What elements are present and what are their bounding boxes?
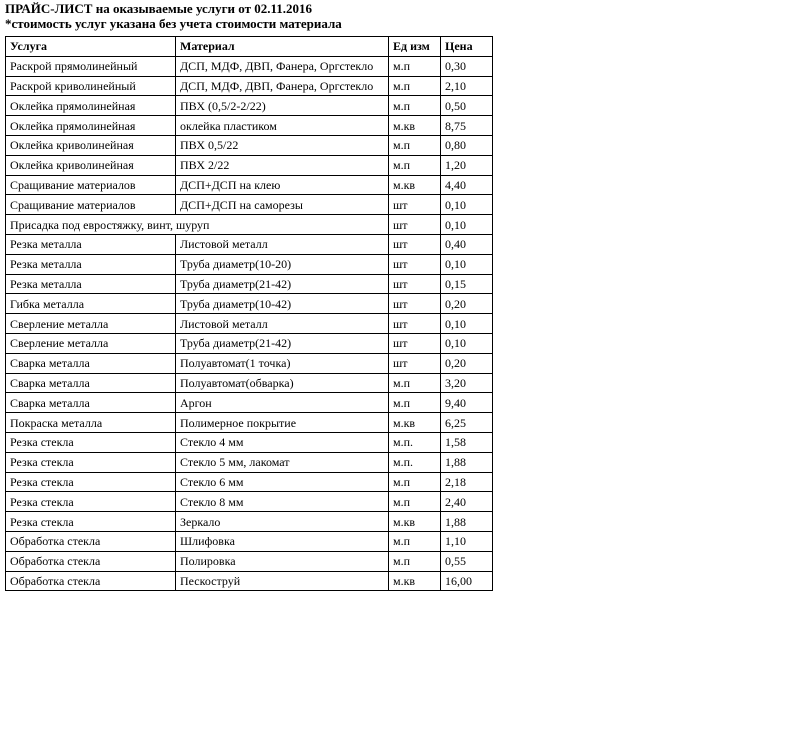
cell-unit: м.кв — [389, 116, 441, 136]
cell-service: Оклейка прямолинейная — [6, 96, 176, 116]
cell-price: 1,58 — [441, 432, 493, 452]
cell-price: 0,50 — [441, 96, 493, 116]
table-row — [6, 393, 493, 413]
table-row — [6, 551, 493, 571]
cell-price: 1,20 — [441, 155, 493, 175]
table-row — [6, 215, 493, 235]
cell-material: ДСП, МДФ, ДВП, Фанера, Оргстекло — [176, 76, 389, 96]
cell-price: 8,75 — [441, 116, 493, 136]
table-row — [6, 76, 493, 96]
cell-material: ДСП+ДСП на саморезы — [176, 195, 389, 215]
cell-unit: м.кв — [389, 512, 441, 532]
title-main: ПРАЙС-ЛИСТ — [5, 1, 93, 16]
cell-price: 4,40 — [441, 175, 493, 195]
cell-unit: м.п — [389, 492, 441, 512]
table-row — [6, 472, 493, 492]
cell-price: 0,20 — [441, 294, 493, 314]
cell-service: Резка стекла — [6, 512, 176, 532]
cell-price: 0,80 — [441, 135, 493, 155]
table-row — [6, 373, 493, 393]
cell-unit: м.кв — [389, 175, 441, 195]
cell-service: Обработка стекла — [6, 531, 176, 551]
cell-unit: шт — [389, 333, 441, 353]
table-row — [6, 135, 493, 155]
cell-material: Труба диаметр(10-42) — [176, 294, 389, 314]
cell-material: Полировка — [176, 551, 389, 571]
cell-material: Полуавтомат(1 точка) — [176, 353, 389, 373]
cell-material: Стекло 6 мм — [176, 472, 389, 492]
cell-material: Труба диаметр(21-42) — [176, 333, 389, 353]
table-row — [6, 116, 493, 136]
cell-unit: м.п — [389, 472, 441, 492]
cell-service: Резка металла — [6, 234, 176, 254]
cell-material: Полуавтомат(обварка) — [176, 373, 389, 393]
cell-material: ДСП+ДСП на клею — [176, 175, 389, 195]
cell-material: Труба диаметр(10-20) — [176, 254, 389, 274]
cell-service: Гибка металла — [6, 294, 176, 314]
cell-price: 6,25 — [441, 413, 493, 433]
cell-material: Шлифовка — [176, 531, 389, 551]
cell-material: Стекло 8 мм — [176, 492, 389, 512]
table-row — [6, 314, 493, 334]
cell-service: Резка стекла — [6, 452, 176, 472]
table-row — [6, 254, 493, 274]
column-header-price: Цена — [441, 37, 493, 57]
cell-material: ПВХ 0,5/22 — [176, 135, 389, 155]
cell-material: Стекло 5 мм, лакомат — [176, 452, 389, 472]
table-header-row — [6, 37, 493, 57]
cell-service: Сварка металла — [6, 393, 176, 413]
cell-unit: шт — [389, 234, 441, 254]
cell-price: 0,10 — [441, 195, 493, 215]
cell-price: 2,40 — [441, 492, 493, 512]
table-row — [6, 175, 493, 195]
cell-service: Сращивание материалов — [6, 175, 176, 195]
cell-service: Резка металла — [6, 254, 176, 274]
cell-unit: шт — [389, 215, 441, 235]
table-row — [6, 155, 493, 175]
page-title — [5, 1, 342, 16]
column-header-material: Материал — [176, 37, 389, 57]
cell-service: Сращивание материалов — [6, 195, 176, 215]
cell-service: Раскрой прямолинейный — [6, 56, 176, 76]
column-header-unit: Ед изм — [389, 37, 441, 57]
title-rest: на оказываемые услуги от 02.11.2016 — [92, 1, 312, 16]
cell-unit: м.п — [389, 393, 441, 413]
cell-unit: шт — [389, 294, 441, 314]
cell-service: Оклейка криволинейная — [6, 135, 176, 155]
cell-service: Покраска металла — [6, 413, 176, 433]
cell-price: 0,10 — [441, 314, 493, 334]
cell-material: Листовой металл — [176, 234, 389, 254]
cell-price: 3,20 — [441, 373, 493, 393]
column-header-service: Услуга — [6, 37, 176, 57]
cell-price: 0,10 — [441, 254, 493, 274]
cell-price: 2,10 — [441, 76, 493, 96]
cell-service: Сварка металла — [6, 373, 176, 393]
cell-unit: м.п — [389, 155, 441, 175]
document-header — [5, 1, 342, 31]
table-row — [6, 96, 493, 116]
cell-material: оклейка пластиком — [176, 116, 389, 136]
cell-price: 0,10 — [441, 215, 493, 235]
cell-unit: м.п — [389, 135, 441, 155]
cell-unit: м.кв — [389, 413, 441, 433]
cell-service: Присадка под евростяжку, винт, шуруп — [6, 215, 389, 235]
price-note: *стоимость услуг указана без учета стоимости материала — [5, 16, 342, 31]
table-row — [6, 294, 493, 314]
cell-material: ДСП, МДФ, ДВП, Фанера, Оргстекло — [176, 56, 389, 76]
cell-material: ПВХ 2/22 — [176, 155, 389, 175]
cell-unit: м.п — [389, 551, 441, 571]
cell-service: Оклейка криволинейная — [6, 155, 176, 175]
cell-material: Аргон — [176, 393, 389, 413]
cell-service: Сверление металла — [6, 333, 176, 353]
cell-unit: м.п — [389, 56, 441, 76]
price-table — [5, 36, 493, 591]
price-table-body — [6, 56, 493, 591]
cell-price: 0,15 — [441, 274, 493, 294]
cell-service: Обработка стекла — [6, 551, 176, 571]
table-row — [6, 274, 493, 294]
table-row — [6, 234, 493, 254]
cell-price: 9,40 — [441, 393, 493, 413]
table-row — [6, 452, 493, 472]
cell-unit: шт — [389, 274, 441, 294]
cell-unit: м.п. — [389, 452, 441, 472]
cell-price: 0,20 — [441, 353, 493, 373]
table-row — [6, 195, 493, 215]
cell-material: ПВХ (0,5/2-2/22) — [176, 96, 389, 116]
table-row — [6, 413, 493, 433]
cell-unit: м.п — [389, 373, 441, 393]
cell-price: 0,55 — [441, 551, 493, 571]
cell-material: Стекло 4 мм — [176, 432, 389, 452]
cell-unit: м.п. — [389, 432, 441, 452]
cell-price: 0,40 — [441, 234, 493, 254]
cell-service: Резка металла — [6, 274, 176, 294]
cell-service: Сварка металла — [6, 353, 176, 373]
table-row — [6, 333, 493, 353]
cell-price: 0,10 — [441, 333, 493, 353]
cell-material: Пескоструй — [176, 571, 389, 591]
cell-unit: м.п — [389, 76, 441, 96]
cell-unit: шт — [389, 353, 441, 373]
table-row — [6, 353, 493, 373]
cell-unit: м.п — [389, 531, 441, 551]
cell-unit: шт — [389, 195, 441, 215]
cell-material: Труба диаметр(21-42) — [176, 274, 389, 294]
cell-material: Листовой металл — [176, 314, 389, 334]
cell-unit: м.кв — [389, 571, 441, 591]
table-row — [6, 56, 493, 76]
cell-service: Резка стекла — [6, 492, 176, 512]
cell-price: 0,30 — [441, 56, 493, 76]
table-row — [6, 432, 493, 452]
cell-service: Оклейка прямолинейная — [6, 116, 176, 136]
cell-price: 2,18 — [441, 472, 493, 492]
cell-unit: м.п — [389, 96, 441, 116]
cell-material: Полимерное покрытие — [176, 413, 389, 433]
cell-service: Резка стекла — [6, 472, 176, 492]
cell-service: Раскрой криволинейный — [6, 76, 176, 96]
cell-unit: шт — [389, 254, 441, 274]
table-row — [6, 492, 493, 512]
table-row — [6, 512, 493, 532]
cell-service: Обработка стекла — [6, 571, 176, 591]
cell-price: 1,10 — [441, 531, 493, 551]
table-row — [6, 571, 493, 591]
table-row — [6, 531, 493, 551]
cell-price: 1,88 — [441, 452, 493, 472]
cell-unit: шт — [389, 314, 441, 334]
cell-service: Резка стекла — [6, 432, 176, 452]
cell-price: 1,88 — [441, 512, 493, 532]
cell-price: 16,00 — [441, 571, 493, 591]
cell-material: Зеркало — [176, 512, 389, 532]
cell-service: Сверление металла — [6, 314, 176, 334]
